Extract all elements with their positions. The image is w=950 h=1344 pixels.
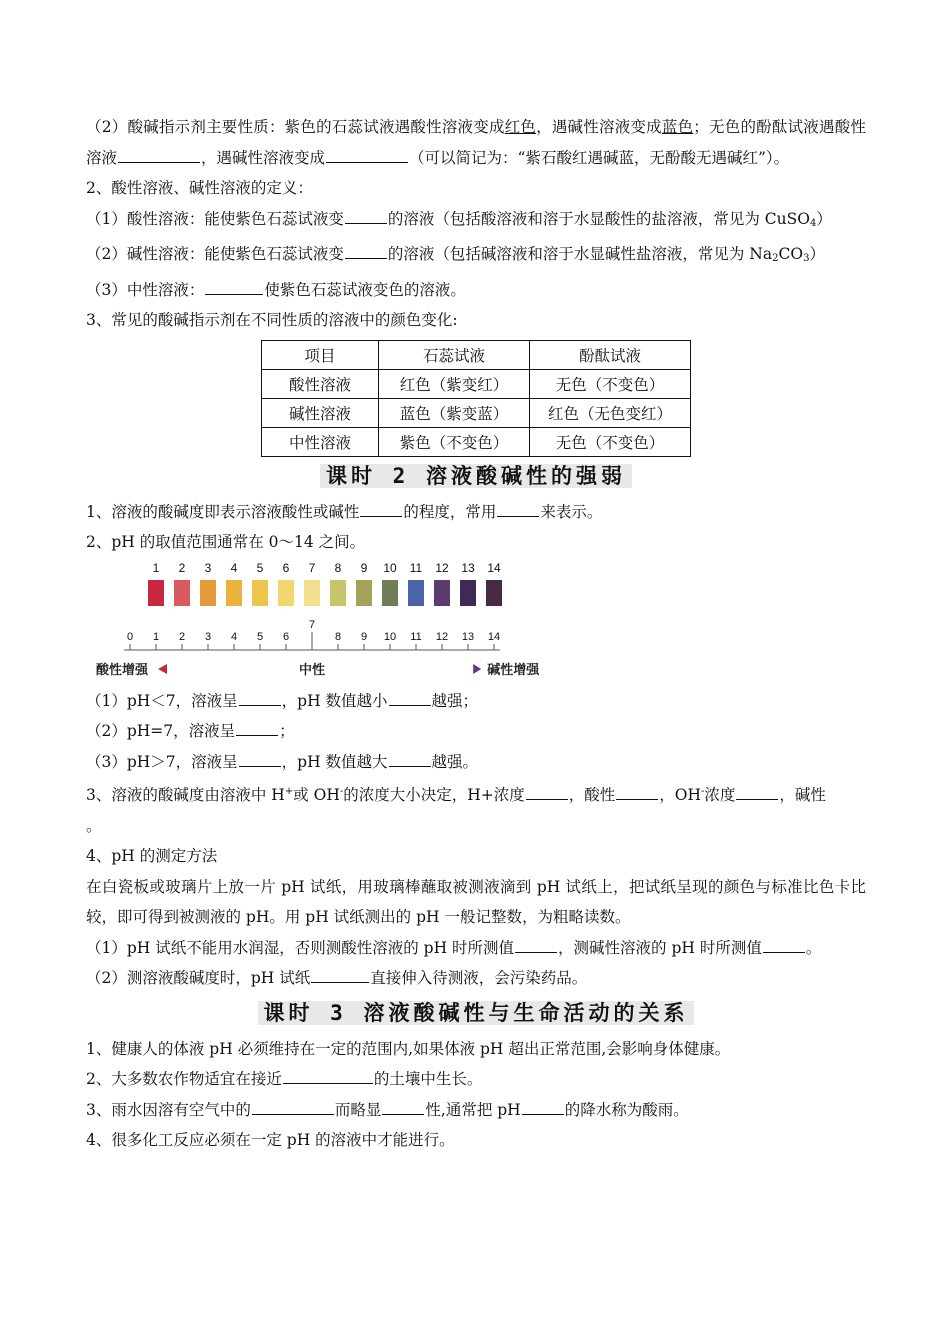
ph-swatch bbox=[408, 580, 424, 606]
ph-axis-label: 9 bbox=[360, 630, 368, 643]
table-cell: 红色（无色变红） bbox=[530, 398, 691, 427]
ph-swatch-label: 13 bbox=[461, 560, 475, 575]
table-header: 石蕊试液 bbox=[379, 340, 530, 369]
ph-swatch-label: 8 bbox=[334, 560, 342, 575]
section-heading-2: 课时 2 溶液酸碱性的强弱 bbox=[86, 461, 866, 491]
q3-title: 3、常见的酸碱指示剂在不同性质的溶液中的颜色变化: bbox=[86, 311, 458, 329]
ph-method-text: 在白瓷板或玻璃片上放一片 pH 试纸，用玻璃棒蘸取被测液滴到 pH 试纸上，把试纸呈现的颜色与标准比色卡比较，即可得到被测液的 pH。用 pH 试纸测出的 pH 一般记整数，为粗略读数。 bbox=[86, 877, 866, 926]
blank[interactable] bbox=[382, 1096, 424, 1115]
table-cell: 无色（不变色） bbox=[530, 427, 691, 456]
neutral-solution-def: （3）中性溶液： 使紫色石蕊试液变色的溶液。 bbox=[86, 275, 866, 306]
base-arrow-head bbox=[473, 664, 481, 674]
blank[interactable] bbox=[236, 717, 278, 736]
neutral-label: 中性 bbox=[298, 661, 326, 677]
blank[interactable] bbox=[283, 1065, 373, 1084]
ph-swatch bbox=[174, 580, 190, 606]
ph-axis-label: 14 bbox=[487, 630, 501, 643]
table-cell: 无色（不变色） bbox=[530, 369, 691, 398]
ph-case-3: （3）pH＞7，溶液呈 ，pH 数值越大 越强。 bbox=[86, 747, 866, 778]
indicator-properties: （2）酸碱指示剂主要性质：紫色的石蕊试液遇酸性溶液变成红色，遇碱性溶液变成蓝色；无色的酚酞试液遇酸性溶液 ，遇碱性溶液变成 （可以简记为：“紫石酸红遇碱蓝，无酚酸无遇碱红”）。 bbox=[86, 118, 866, 167]
table-header: 酚酞试液 bbox=[530, 340, 691, 369]
ph-axis-label: 4 bbox=[230, 630, 238, 643]
ph-swatch bbox=[434, 580, 450, 606]
table-row bbox=[262, 427, 691, 456]
blue-word: 蓝色 bbox=[661, 118, 694, 136]
ph-swatch bbox=[460, 580, 476, 606]
ph-swatch bbox=[382, 580, 398, 606]
table-cell: 蓝色（紫变蓝） bbox=[379, 398, 530, 427]
ph-swatch-label: 11 bbox=[409, 560, 423, 575]
q2-title: 2、酸性溶液、碱性溶液的定义： bbox=[86, 179, 313, 197]
blank[interactable] bbox=[239, 748, 281, 767]
ph-swatch bbox=[226, 580, 242, 606]
ph-swatch bbox=[252, 580, 268, 606]
ph-swatch bbox=[304, 580, 320, 606]
section-heading-3: 课时 3 溶液酸碱性与生命活动的关系 bbox=[86, 998, 866, 1028]
table-cell: 酸性溶液 bbox=[262, 369, 379, 398]
blank[interactable] bbox=[389, 748, 431, 767]
blank[interactable] bbox=[205, 276, 263, 295]
ph-swatch bbox=[330, 580, 346, 606]
ph-axis-label: 10 bbox=[383, 630, 397, 643]
ph-swatch-label: 10 bbox=[383, 560, 397, 575]
base-solution-def: （2）碱性溶液：能使紫色石蕊试液变 的溶液（包括碱溶液和溶于水显碱性盐溶液，常见为 $Na_2CO_3$） bbox=[86, 239, 866, 275]
ph-swatch-label: 6 bbox=[282, 560, 290, 575]
acid-arrow-head bbox=[158, 664, 167, 674]
blank[interactable] bbox=[526, 781, 568, 800]
ph-swatch-label: 12 bbox=[435, 560, 449, 575]
ph-scale-svg bbox=[86, 560, 546, 682]
blank[interactable] bbox=[252, 1096, 334, 1115]
blank[interactable] bbox=[360, 498, 402, 517]
life-q3: 3、雨水因溶有空气中的 而略显 性,通常把 pH 的降水称为酸雨。 bbox=[86, 1095, 866, 1126]
ph-swatch bbox=[200, 580, 216, 606]
blank[interactable] bbox=[522, 1096, 564, 1115]
blank[interactable] bbox=[345, 240, 387, 259]
blank[interactable] bbox=[515, 934, 557, 953]
ph-case-1: （1）pH＜7，溶液呈 ，pH 数值越小 越强； bbox=[86, 686, 866, 717]
ph-axis-label: 1 bbox=[152, 630, 160, 643]
blank[interactable] bbox=[311, 964, 369, 983]
red-word: 红色 bbox=[504, 118, 537, 136]
ph-note-1: （1）pH 试纸不能用水润湿，否则测酸性溶液的 pH 时所测值 ，测碱性溶液的 pH 时所测值 。 bbox=[86, 933, 866, 964]
blank[interactable] bbox=[345, 205, 387, 224]
table-cell: 碱性溶液 bbox=[262, 398, 379, 427]
blank[interactable] bbox=[239, 687, 281, 706]
acid-stronger-label: 酸性增强 bbox=[96, 661, 149, 677]
ph-note-2: （2）测溶液酸碱度时，pH 试纸 直接伸入待测液，会污染药品。 bbox=[86, 963, 866, 994]
table-header: 项目 bbox=[262, 340, 379, 369]
ph-range: 2、pH 的取值范围通常在 0～14 之间。 bbox=[86, 533, 366, 551]
ph-swatch-label: 2 bbox=[178, 560, 186, 575]
ph-axis-label: 13 bbox=[461, 630, 475, 643]
ph-swatch bbox=[356, 580, 372, 606]
table-header-row bbox=[262, 340, 691, 369]
blank[interactable] bbox=[616, 781, 658, 800]
life-q2: 2、大多数农作物适宜在接近 的土壤中生长。 bbox=[86, 1064, 866, 1095]
ph-swatch-label: 5 bbox=[256, 560, 264, 575]
ph-swatch-label: 14 bbox=[487, 560, 501, 575]
concentration-question: 3、溶液的酸碱度由溶液中 H+或 OH-的浓度大小决定，H+浓度 ，酸性 ，OH-浓度 ，碱性 。 bbox=[86, 777, 866, 841]
ph-swatch-label: 3 bbox=[204, 560, 212, 575]
ph-axis-label: 6 bbox=[282, 630, 290, 643]
blank[interactable] bbox=[118, 144, 200, 163]
ph-swatch bbox=[278, 580, 294, 606]
blank[interactable] bbox=[763, 934, 805, 953]
ph-method-title: 4、pH 的测定方法 bbox=[86, 847, 218, 865]
ph-swatch-label: 7 bbox=[308, 560, 316, 575]
ph-scale-figure bbox=[86, 560, 866, 682]
ph-case-2: （2）pH=7，溶液呈 ； bbox=[86, 716, 866, 747]
document-page bbox=[86, 112, 866, 1156]
ph-axis-label: 2 bbox=[178, 630, 186, 643]
acid-solution-def: （1）酸性溶液：能使紫色石蕊试液变 的溶液（包括酸溶液和溶于水显酸性的盐溶液，常见为 CuSO$_4$） bbox=[86, 204, 866, 240]
ph-axis-label: 8 bbox=[334, 630, 342, 643]
blank[interactable] bbox=[326, 144, 408, 163]
table-cell: 紫色（不变色） bbox=[379, 427, 530, 456]
blank[interactable] bbox=[497, 498, 539, 517]
table-cell: 红色（紫变红） bbox=[379, 369, 530, 398]
ph-swatch bbox=[148, 580, 164, 606]
life-q4: 4、很多化工反应必须在一定 pH 的溶液中才能进行。 bbox=[86, 1131, 455, 1149]
ph-swatch-label: 1 bbox=[152, 560, 160, 575]
ph-swatch-label: 9 bbox=[360, 560, 368, 575]
life-q1: 1、健康人的体液 pH 必须维持在一定的范围内,如果体液 pH 超出正常范围,会影响身体健康。 bbox=[86, 1039, 731, 1058]
ph-axis-label: 12 bbox=[435, 630, 449, 643]
ph-axis-label: 5 bbox=[256, 630, 264, 643]
ph-axis-label: 7 bbox=[308, 618, 316, 631]
ph-axis-label: 3 bbox=[204, 630, 212, 643]
table-row bbox=[262, 398, 691, 427]
ph-axis-label: 0 bbox=[126, 630, 134, 643]
ph-definition: 1、溶液的酸碱度即表示溶液酸性或碱性 的程度，常用 来表示。 bbox=[86, 497, 866, 528]
indicator-table bbox=[261, 340, 691, 457]
blank[interactable] bbox=[389, 687, 431, 706]
table-cell: 中性溶液 bbox=[262, 427, 379, 456]
ph-swatch-label: 4 bbox=[230, 560, 238, 575]
blank[interactable] bbox=[736, 781, 778, 800]
table-row bbox=[262, 369, 691, 398]
ph-axis-label: 11 bbox=[410, 630, 422, 643]
ph-swatch bbox=[486, 580, 502, 606]
base-stronger-label: 碱性增强 bbox=[487, 661, 540, 677]
